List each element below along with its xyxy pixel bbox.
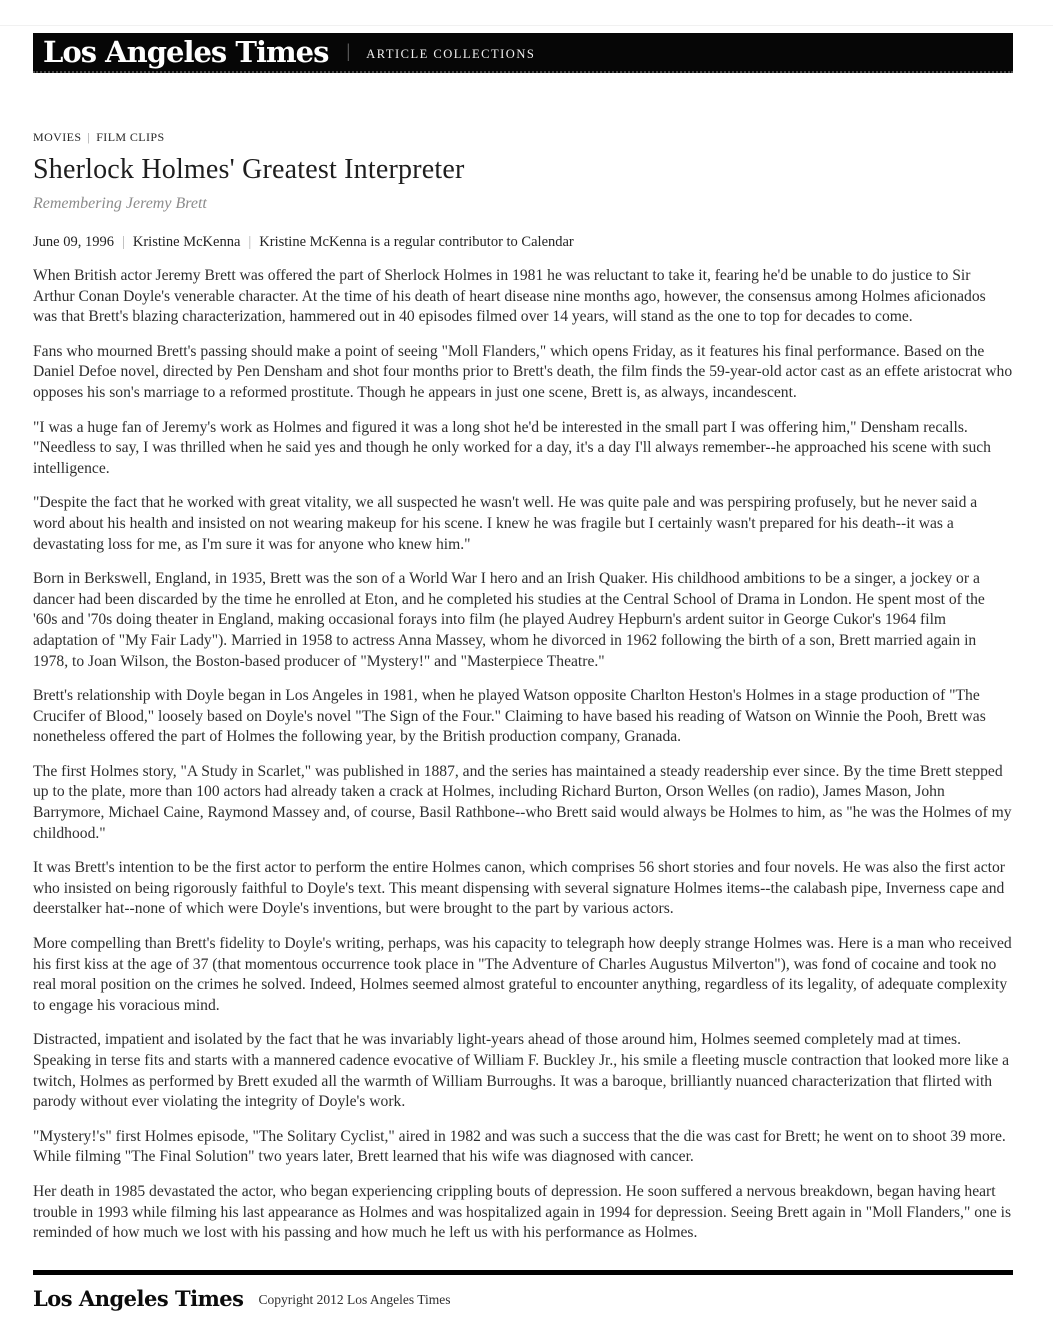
byline-separator: | [121, 234, 125, 250]
article-paragraph: "I was a huge fan of Jeremy's work as Holmes and figured it was a long shot he'd be interested in the small part I was offering him," Densham recalls. "Needless to say, I was thrilled when he said yes and though he only worked for a day, it's a day I'll always remember--he approached his scene with such intelligence. [33, 418, 991, 477]
article-paragraph: "Mystery!'s" first Holmes episode, "The Solitary Cyclist," aired in 1982 and was such a success that the die was cast for Brett; he went on to shoot 39 more. While filming "The Final Solution" two years later, Brett learned that his wife was diagnosed with cancer. [33, 1127, 1006, 1166]
article-paragraph: When British actor Jeremy Brett was offered the part of Sherlock Holmes in 1981 he was reluctant to take it, fearing he'd be unable to do justice to Sir Arthur Conan Doyle's venerable character. At the time of his death of heart disease nine months ago, however, the consensus among Holmes aficionados was that Brett's blazing characterization, hammered out in 40 episodes filmed over 14 years, will stand as the one to top for decades to come. [33, 267, 986, 326]
article-subtitle: Remembering Jeremy Brett [33, 195, 207, 212]
copyright-text: Copyright 2012 Los Angeles Times [258, 1291, 451, 1307]
article-paragraph: Distracted, impatient and isolated by the fact that he was invariably light-years ahead of those around him, Holmes seemed completely mad at times. Speaking in terse fits and starts with a mannered cadence evocative of William F. Buckley Jr., his smile a fleeting muscle contraction that looked more like a twitch, Holmes as performed by Brett exuded all the warmth of William Burroughs. It was a baroque, brilliantly nuanced characterization that flirted with parody without ever violating the integrity of Doyle's work. [33, 1031, 1010, 1111]
author-note: Kristine McKenna is a regular contributor to Calendar [259, 234, 574, 250]
la-times-logo[interactable]: Los Angeles Times [43, 34, 329, 69]
article-collections-link[interactable]: ARTICLE COLLECTIONS [366, 46, 536, 61]
masthead-separator: | [346, 41, 351, 62]
category-movies-link[interactable]: MOVIES [33, 130, 82, 144]
article-paragraph: It was Brett's intention to be the first actor to perform the entire Holmes canon, which comprises 56 short stories and four novels. He was also the first actor who insisted on being rigorously faithful to Doyle's text. This meant dispensing with several signature Holmes items--the calabash pipe, Inverness cape and deerstalker hat--none of which were Doyle's inventions, but were brought to the part by various actors. [33, 859, 1005, 918]
article-paragraph: More compelling than Brett's fidelity to Doyle's writing, perhaps, was his capacity to telegraph how deeply strange Holmes was. Here is a man who received his first kiss at the age of 37 (that momentous occurrence took place in "The Adventure of Charles Augustus Milverton"), was fond of cocaine and took no real moral position on the crimes he solved. Indeed, Holmes seemed almost grateful to encounter anything, regardless of its legality, of adequate complexity to engage his voracious mind. [33, 935, 1012, 1014]
page-title: Sherlock Holmes' Greatest Interpreter [33, 154, 465, 185]
article-main [33, 130, 1013, 1244]
footer-la-times-logo[interactable]: Los Angeles Times [33, 1285, 244, 1311]
masthead [33, 33, 1013, 73]
byline [33, 234, 1013, 251]
footer [33, 1270, 1013, 1341]
top-divider [0, 25, 1053, 26]
breadcrumb [33, 130, 1013, 145]
article-paragraph: Fans who mourned Brett's passing should make a point of seeing "Moll Flanders," which opens Friday, as it features his final performance. Based on the Daniel Defoe novel, directed by Pen Densham and shot four months prior to Brett's death, the film finds the 59-year-old actor cast as an effete aristocrat who opposes his son's marriage to a reformed prostitute. Though he appears in just one scene, Brett is, as always, incandescent. [33, 342, 1013, 401]
article-body [33, 266, 1013, 1244]
article-paragraph: Her death in 1985 devastated the actor, who began experiencing crippling bouts of depression. He soon suffered a nervous breakdown, began having heart trouble in 1993 while filming his last appearance as Holmes and was hospitalized again in 1994 for depression. Seeing Brett again in "Moll Flanders," one is reminded of how much we lost with his passing and how much he left us with his performance as Holmes. [33, 1182, 1012, 1242]
publish-date: June 09, 1996 [33, 234, 114, 250]
article-paragraph: The first Holmes story, "A Study in Scarlet," was published in 1887, and the series has maintained a steady readership ever since. By the time Brett stepped up to the plate, more than 100 actors had already taken a crack at Holmes, including Richard Burton, Orson Welles (on radio), James Mason, John Barrymore, Michael Caine, Raymond Massey and, of course, Basil Rathbone--who Brett said would always be Holmes to him, as "he was the Holmes of my childhood." [33, 762, 1012, 842]
footer-divider [33, 1270, 1013, 1275]
article-paragraph: Brett's relationship with Doyle began in Los Angeles in 1981, when he played Watson opposite Charlton Heston's Holmes in a stage production of "The Crucifer of Blood," loosely based on Doyle's novel "The Sign of the Four." Claiming to have based his reading of Watson on Winnie the Pooh, Brett was nonetheless offered the part of Holmes the following year, by the British production company, Granada. [33, 687, 986, 746]
byline-separator: | [248, 234, 252, 250]
category-film-clips-link[interactable]: FILM CLIPS [96, 130, 165, 144]
category-separator: | [87, 130, 91, 144]
author-link[interactable]: Kristine McKenna [132, 234, 241, 250]
article-paragraph: "Despite the fact that he worked with great vitality, we all suspected he wasn't well. He was quite pale and was perspiring profusely, but he never said a word about his health and insisted on not wearing makeup for his scene. I knew he was fragile but I certainly wasn't prepared for his death--it was a devastating loss for me, as I'm sure it was for anyone who knew him." [33, 494, 978, 553]
article-paragraph: Born in Berkswell, England, in 1935, Brett was the son of a World War I hero and an Irish Quaker. His childhood ambitions to be a singer, a jockey or a dancer had been discarded by the time he enrolled at Eton, and he completed his studies at the Central School of Drama in London. He spent most of the '60s and '70s doing theater in England, making occasional forays into film (he played Audrey Hepburn's ardent suitor in George Cukor's 1964 film adaptation of "My Fair Lady"). Married in 1958 to actress Anna Massey, whom he divorced in 1962 following the birth of a son, Brett married again in 1978, to Joan Wilson, the Boston-based producer of "Mystery!" and "Masterpiece Theatre." [33, 570, 985, 670]
